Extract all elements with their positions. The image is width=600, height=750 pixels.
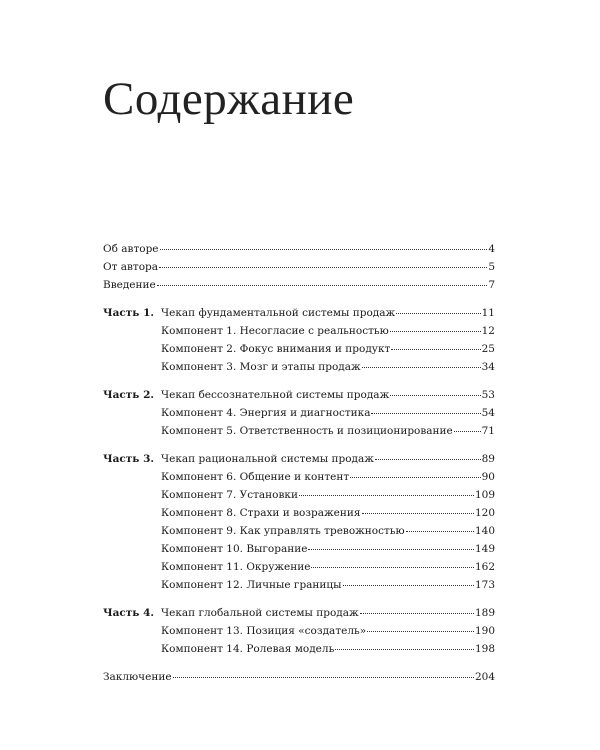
toc-component-entry xyxy=(103,340,495,358)
toc-part-title: Чекап глобальной системы продаж xyxy=(161,607,359,619)
toc-component-title: Компонент 1. Несогласие с реальностью xyxy=(161,325,389,337)
toc-component-entry xyxy=(103,468,495,486)
toc-component-title: Компонент 14. Ролевая модель xyxy=(161,643,335,655)
toc-component-title: Компонент 10. Выгорание xyxy=(161,543,308,555)
dot-leader xyxy=(343,585,474,586)
toc-page-number: 198 xyxy=(474,643,495,655)
toc-entry-conclusion xyxy=(103,668,495,686)
toc-entry-from-author xyxy=(103,258,495,276)
toc-component-title: Компонент 4. Энергия и диагностика xyxy=(161,407,371,419)
dot-leader xyxy=(371,413,480,414)
toc-part-label: Часть 1. xyxy=(103,307,155,319)
toc-component-entry xyxy=(103,622,495,640)
toc-page-number: 109 xyxy=(474,489,495,501)
dot-leader xyxy=(390,331,481,332)
toc-component-entry xyxy=(103,422,495,440)
dot-leader xyxy=(375,459,481,460)
toc-component-title: Компонент 3. Мозг и этапы продаж xyxy=(161,361,361,373)
toc-component-entry xyxy=(103,404,495,422)
toc-part-heading xyxy=(103,604,495,622)
dot-leader xyxy=(362,513,474,514)
toc-component-title: Компонент 7. Установки xyxy=(161,489,298,501)
toc-component-entry xyxy=(103,504,495,522)
dot-leader xyxy=(454,431,481,432)
dot-leader xyxy=(406,531,474,532)
toc-component-entry xyxy=(103,640,495,658)
toc-part-title: Чекап бессознательной системы продаж xyxy=(161,389,390,401)
toc-page-number: 120 xyxy=(474,507,495,519)
toc-component-title: Компонент 11. Окружение xyxy=(161,561,311,573)
toc-part-heading xyxy=(103,386,495,404)
toc-component-title: Компонент 5. Ответственность и позиционирование xyxy=(161,425,453,437)
toc-part-heading xyxy=(103,304,495,322)
dot-leader xyxy=(308,549,474,550)
toc-page-number: 204 xyxy=(474,671,495,683)
toc-part-heading xyxy=(103,450,495,468)
toc-page-number: 54 xyxy=(481,407,495,419)
toc-component-title: Компонент 8. Страхи и возражения xyxy=(161,507,361,519)
toc-page-number: 173 xyxy=(474,579,495,591)
toc-part-title: Чекап фундаментальной системы продаж xyxy=(161,307,396,319)
toc-component-entry xyxy=(103,358,495,376)
toc-entry-introduction xyxy=(103,276,495,294)
toc-page-number: 11 xyxy=(481,307,495,319)
toc-part-label: Часть 4. xyxy=(103,607,155,619)
toc-page-number: 89 xyxy=(481,453,495,465)
toc-component-entry xyxy=(103,540,495,558)
toc-component-entry xyxy=(103,522,495,540)
toc-page-number: 25 xyxy=(481,343,495,355)
toc-entry-title: Об авторе xyxy=(103,243,159,255)
dot-leader xyxy=(360,613,474,614)
dot-leader xyxy=(350,477,480,478)
table-of-contents xyxy=(103,240,495,686)
page-title: Содержание xyxy=(103,73,355,125)
dot-leader xyxy=(157,285,488,286)
toc-entry-title: Введение xyxy=(103,279,156,291)
toc-page-number: 12 xyxy=(481,325,495,337)
toc-component-entry xyxy=(103,558,495,576)
toc-page-number: 34 xyxy=(481,361,495,373)
toc-page-number: 90 xyxy=(481,471,495,483)
toc-component-entry xyxy=(103,322,495,340)
toc-page-number: 4 xyxy=(488,243,495,255)
dot-leader xyxy=(367,631,474,632)
toc-page-number: 53 xyxy=(481,389,495,401)
toc-page-number: 7 xyxy=(488,279,495,291)
dot-leader xyxy=(396,313,480,314)
toc-entry-title: От автора xyxy=(103,261,159,273)
toc-part-title: Чекап рациональной системы продаж xyxy=(161,453,374,465)
toc-page-number: 189 xyxy=(474,607,495,619)
toc-component-title: Компонент 6. Общение и контент xyxy=(161,471,350,483)
toc-page-number: 162 xyxy=(474,561,495,573)
toc-part-label: Часть 2. xyxy=(103,389,155,401)
toc-page-number: 5 xyxy=(488,261,495,273)
toc-page-number: 140 xyxy=(474,525,495,537)
dot-leader xyxy=(160,249,488,250)
dot-leader xyxy=(299,495,474,496)
toc-page-number: 149 xyxy=(474,543,495,555)
dot-leader xyxy=(391,349,480,350)
toc-component-entry xyxy=(103,576,495,594)
toc-component-entry xyxy=(103,486,495,504)
dot-leader xyxy=(362,367,481,368)
dot-leader xyxy=(173,677,474,678)
toc-entry-about-author xyxy=(103,240,495,258)
toc-component-title: Компонент 13. Позиция «создатель» xyxy=(161,625,367,637)
dot-leader xyxy=(335,649,474,650)
toc-component-title: Компонент 9. Как управлять тревожностью xyxy=(161,525,405,537)
toc-entry-title: Заключение xyxy=(103,671,172,683)
toc-page-number: 71 xyxy=(481,425,495,437)
dot-leader xyxy=(159,267,487,268)
toc-page-number: 190 xyxy=(474,625,495,637)
toc-part-label: Часть 3. xyxy=(103,453,155,465)
dot-leader xyxy=(311,567,473,568)
dot-leader xyxy=(390,395,480,396)
toc-component-title: Компонент 2. Фокус внимания и продукт xyxy=(161,343,391,355)
toc-component-title: Компонент 12. Личные границы xyxy=(161,579,342,591)
